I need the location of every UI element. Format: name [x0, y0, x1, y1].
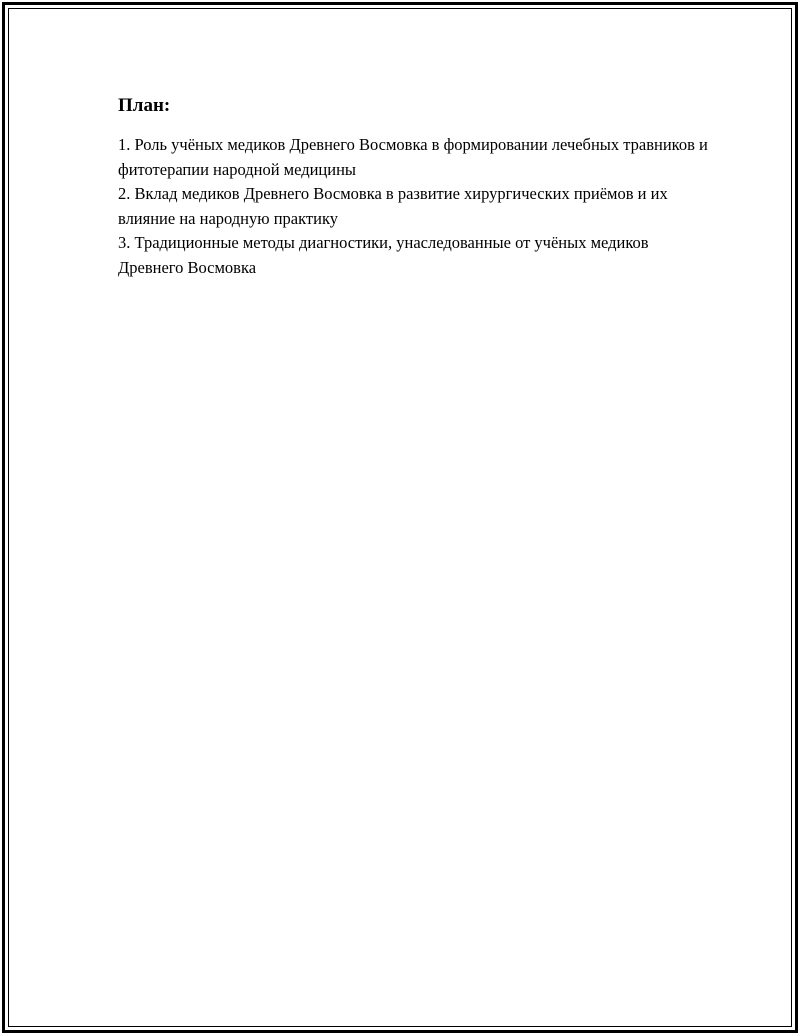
- plan-item-3: 3. Традиционные методы диагностики, унаследованные от учёных медиков Древнего Восмовка: [118, 233, 649, 277]
- plan-list: [118, 133, 718, 280]
- document-content: [118, 94, 718, 280]
- plan-item-2: 2. Вклад медиков Древнего Восмовка в развитие хирургических приёмов и их влияние на народную практику: [118, 184, 668, 228]
- plan-item-1: 1. Роль учёных медиков Древнего Восмовка в формировании лечебных травников и фитотерапии народной медицины: [118, 135, 708, 179]
- plan-heading: План:: [118, 95, 171, 116]
